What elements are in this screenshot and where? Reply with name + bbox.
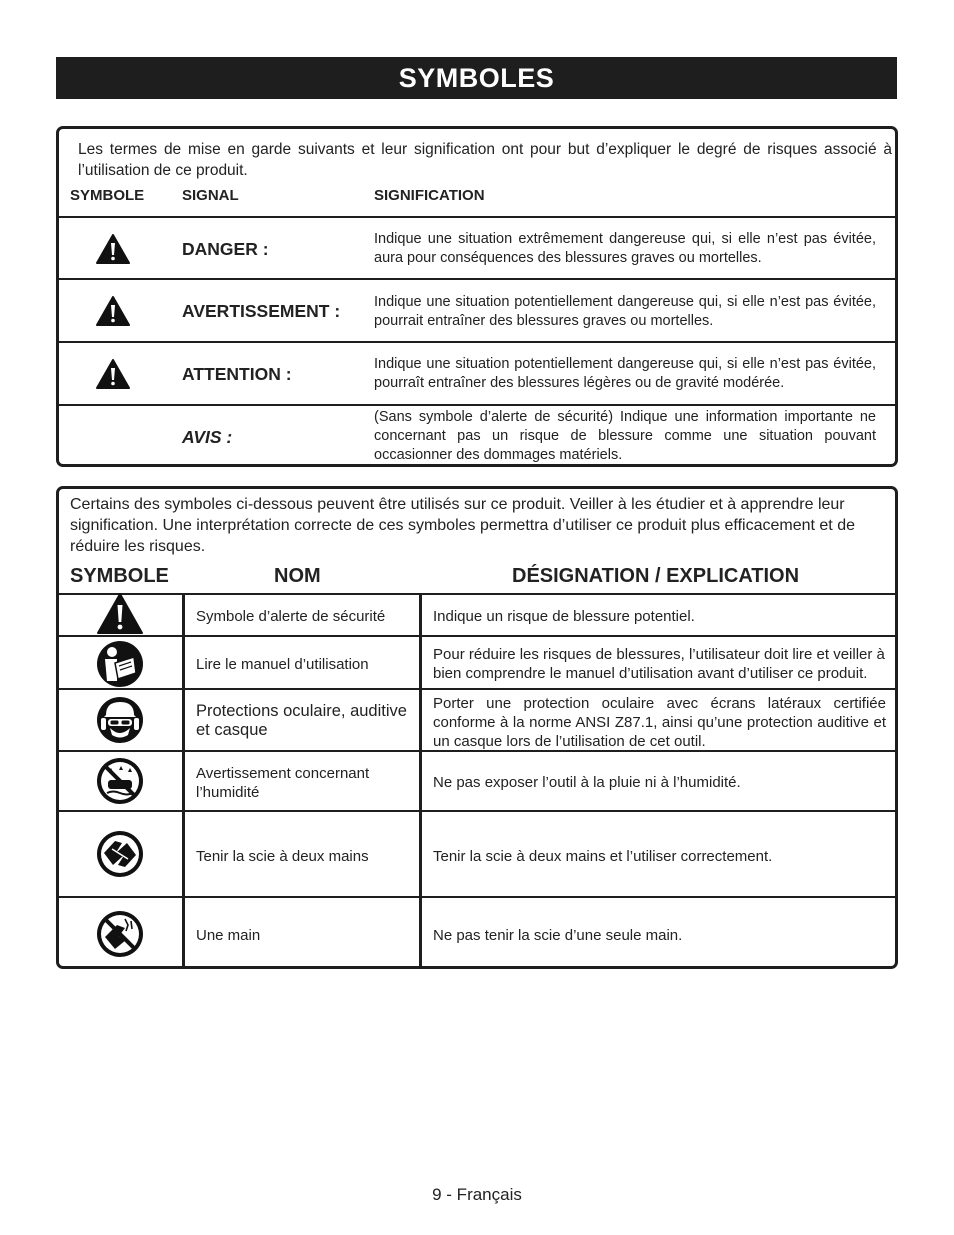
header-name: NOM (274, 565, 321, 587)
symbol-explanation: Porter une protection oculaire avec écrans latéraux certifiée conforme à la norme ANSI Z87.1, ainsi qu’une protection auditive et un casque lors de l’utilisation de cet outil. (433, 695, 886, 750)
header-symbol: SYMBOLE (70, 565, 169, 587)
header-signal: SIGNAL (182, 187, 239, 204)
signal-desc-danger: Indique une situation extrêmement dangereuse qui, si elle n’est pas évitée, aura pour conséquences des blessures graves ou mortelles. (374, 231, 876, 266)
warning-triangle-icon (95, 295, 131, 327)
signal-words-box (56, 126, 898, 467)
header-meaning: SIGNIFICATION (374, 187, 485, 204)
safety-alert-icon (95, 589, 145, 639)
header-explanation: DÉSIGNATION / EXPLICATION (512, 565, 800, 587)
signal-label-attention: ATTENTION : (182, 364, 292, 384)
header-symbol: SYMBOLE (70, 187, 145, 204)
signal-label-avis: AVIS : (182, 427, 233, 447)
two-hands-icon (95, 829, 145, 879)
symbol-name: Tenir la scie à deux mains (196, 848, 369, 865)
symbol-explanation: Tenir la scie à deux mains et l’utiliser correctement. (433, 848, 773, 865)
symbol-explanation: Ne pas exposer l’outil à la pluie ni à l’humidité. (433, 774, 741, 791)
symbols-intro: Certains des symboles ci-dessous peuvent être utilisés sur ce produit. Veiller à les étudier et à apprendre leur signification. Une interprétation correcte de ces symboles permettra d’utiliser ce produit plus efficacement et de réduire les risques. (70, 496, 855, 555)
symbol-name: Protections oculaire, auditive et casque (196, 702, 407, 739)
symbol-explanation: Pour réduire les risques de blessures, l’utilisateur doit lire et veiller à bien comprendre le manuel d’utilisation avant d’utiliser ce produit. (433, 646, 885, 682)
symbol-explanation: Ne pas tenir la scie d’une seule main. (433, 927, 683, 944)
symbol-name: Avertissement concernant l’humidité (196, 765, 370, 801)
warning-triangle-icon (95, 233, 131, 265)
signal-desc-avertissement: Indique une situation potentiellement dangereuse qui, si elle n’est pas évitée, pourrait entraîner des blessures graves ou mortelles. (374, 294, 876, 329)
symbol-name: Symbole d’alerte de sécurité (196, 608, 386, 625)
eye-ear-head-protection-icon (95, 695, 145, 745)
one-hand-prohibited-icon (95, 909, 145, 959)
page-title: SYMBOLES (56, 57, 897, 99)
signal-label-danger: DANGER : (182, 239, 269, 259)
symbols-box (56, 486, 898, 969)
signal-intro: Les termes de mise en garde suivants et leur signification ont pour but d’expliquer le degré de risques associé à l’utilisation de ce produit. (78, 141, 892, 179)
symbol-name: Une main (196, 927, 261, 944)
signal-desc-avis: (Sans symbole d’alerte de sécurité) Indique une information importante ne concernant pas un risque de blessure comme une situation pouvant occasionner des dommages matériels. (374, 409, 876, 463)
warning-triangle-icon (95, 358, 131, 390)
symbol-name: Lire le manuel d’utilisation (196, 656, 369, 673)
signal-label-avertissement: AVERTISSEMENT : (182, 301, 341, 321)
signal-desc-attention: Indique une situation potentiellement dangereuse qui, si elle n’est pas évitée, pourraît entraîner des blessures légères ou de gravité modérée. (374, 356, 876, 391)
read-manual-icon (95, 639, 145, 689)
symbol-explanation: Indique un risque de blessure potentiel. (433, 608, 695, 625)
wet-conditions-icon (95, 756, 145, 806)
page-footer: 9 - Français (432, 1185, 522, 1204)
